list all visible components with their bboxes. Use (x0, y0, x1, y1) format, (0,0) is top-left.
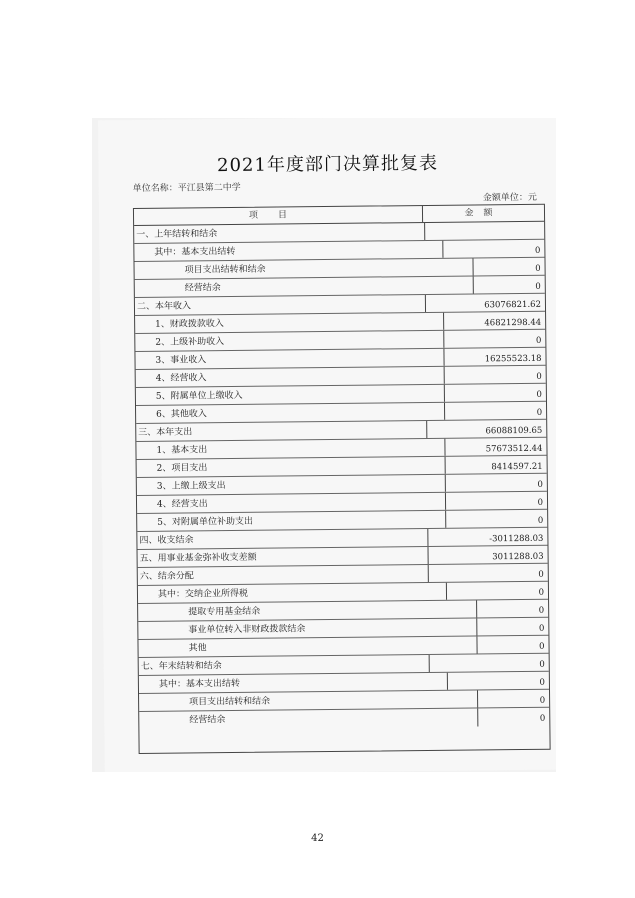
row-amount: 0 (535, 263, 541, 274)
row-label: 项目支出结转和结余 (139, 690, 478, 711)
row-label: 四、收支结余 (137, 529, 428, 549)
unit-name: 单位名称：平江县第二中学 (132, 182, 241, 195)
row-amount: 57673512.44 (485, 443, 543, 455)
row-amount: 0 (539, 677, 545, 688)
header-amount: 金额 (464, 208, 503, 219)
row-label: 其中：基本支出结转 (139, 673, 448, 693)
row-label: 六、结余分配 (138, 565, 429, 585)
page-number: 42 (311, 833, 324, 844)
header-item: 项目 (134, 206, 423, 225)
row-label: 提取专用基金结余 (138, 600, 477, 621)
row-amount: 63076821.62 (484, 299, 542, 311)
row-amount: 8414597.21 (491, 461, 543, 473)
currency-unit: 金额单位：元 (482, 192, 537, 204)
row-amount: 0 (536, 371, 542, 382)
row-amount: 16255523.18 (484, 353, 542, 365)
row-amount: 0 (539, 641, 545, 652)
row-amount: 0 (538, 587, 545, 598)
row-label: 其中：交纳企业所得税 (138, 583, 447, 603)
table-row (139, 708, 549, 730)
row-label: 3、上缴上级支出 (137, 475, 446, 495)
row-label: 4、经营支出 (137, 493, 446, 513)
row-label: 事业单位转入非财政拨款结余 (138, 618, 477, 639)
row-amount: 0 (535, 335, 542, 346)
row-label: 三、本年支出 (136, 421, 427, 441)
row-label: 七、年末结转和结余 (139, 655, 430, 675)
row-amount: 0 (538, 569, 544, 580)
row-amount: 66088109.65 (485, 425, 543, 437)
row-label: 五、用事业基金弥补收支差额 (138, 547, 429, 567)
row-label: 项目支出结转和结余 (134, 258, 473, 279)
row-amount: 0 (534, 245, 541, 256)
row-amount: 0 (539, 713, 546, 724)
row-label: 1、基本支出 (136, 439, 445, 459)
row-label: 一、上年结转和结余 (134, 223, 425, 243)
row-label: 其中：基本支出结转 (134, 241, 443, 261)
row-label: 5、附属单位上缴收入 (136, 385, 445, 405)
row-amount: 0 (537, 497, 544, 508)
row-amount: 3011288.03 (492, 551, 544, 563)
row-amount: 0 (537, 479, 543, 490)
row-label: 5、对附属单位补助支出 (137, 511, 446, 531)
row-label: 2、上级补助收入 (135, 331, 444, 351)
row-amount: 0 (539, 695, 546, 706)
row-amount: -3011288.03 (489, 533, 544, 545)
row-label: 4、经营收入 (136, 367, 445, 387)
row-label: 经营结余 (139, 708, 478, 730)
row-label: 二、本年收入 (135, 295, 426, 315)
scanned-page (92, 118, 556, 772)
row-label: 1、财政拨款收入 (135, 313, 444, 333)
row-amount: 0 (538, 605, 545, 616)
row-amount (425, 222, 544, 240)
row-amount: 0 (539, 659, 545, 670)
row-label: 3、事业收入 (135, 349, 444, 369)
document-title: 2021年度部门决算批复表 (216, 152, 438, 177)
row-amount: 46821298.44 (484, 317, 542, 329)
row-amount: 0 (536, 389, 542, 400)
row-label: 其他 (138, 636, 477, 657)
approval-table (133, 204, 551, 754)
row-amount: 0 (537, 515, 544, 526)
row-amount: 0 (535, 281, 541, 292)
row-label: 2、项目支出 (137, 457, 446, 477)
document-sheet (98, 118, 556, 772)
row-amount: 0 (536, 407, 543, 418)
row-label: 经营结余 (135, 276, 474, 297)
table-body (134, 222, 549, 730)
row-label: 6、其他收入 (136, 403, 445, 423)
row-amount: 0 (538, 623, 545, 634)
